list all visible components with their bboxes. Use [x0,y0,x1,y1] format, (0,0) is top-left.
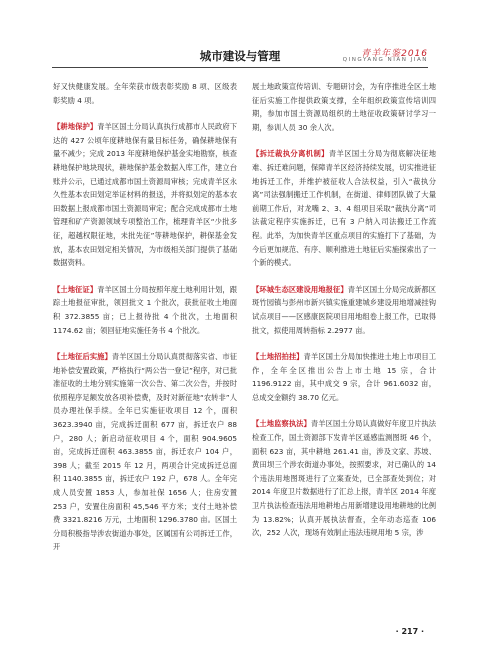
right-column [252,80,436,553]
section-tag: 【土地招拍挂】 [252,352,304,362]
paragraph-text: 青羊区国土分局加快推进土地上市项目工作，全年全区推出公告上市土地 15 宗，合计 1196.9122 亩，其中成交 9 宗，合计 961.6032 亩，总成交金额约 38.70 亿元。 [252,352,437,402]
paragraph-text: 青羊区国土分局完成新都区斑竹园镇与彭州市新兴镇实施重建城乡建设用地增减挂钩试点项目——区感康医院项目用地组卷上报工作，已取得批文，拟使用周转指标 2.2977 亩。 [252,284,437,335]
section-tag: 【耕地保护】 [53,122,98,132]
section-tag: 【环城生态区建设用地报征】 [252,284,348,294]
paragraph-text: 青羊区国土分局认真贯彻落实省、市征地补偿安置政策，严格执行“两公告一登记”程序，对已批准征收的土地分别实施第一次公告、第二次公告，并按时依照程序足额发放各项补偿费，及时对新征地“农转非”人员办理社保手续。全年已实施征收项目 12 个，面积 3623.3940 亩，完成拆迁面积 677 亩，拆迁农户 88 户，280 人；新启动征收项目 4 个，面积 904.9605 亩，完成拆迁面积 463.3855 亩，拆迁农户 104 户，398 人；截至 2015 年 12 月，两项合计完成拆迁总面积 1140.3855 亩，拆迁农户 192 户，678 人。全年完成人员安置 1853 人，参加社保 1656 人；住房安置 253 户，安置住房面积 45,546 平方米；支付土地补偿费 3321.8216 万元，土地面积 1296.3780 亩。区国土分局积极指导涉农街道办事处，区属国有公司拆迁工作，开 [53,352,238,552]
header-rule [52,67,428,68]
section-tag: 【土地征后实施】 [53,352,112,362]
paragraph-text: 青羊区国土分局按照年度土地利用计划，跟踪土地报征审批，领回批文 1 个批次，获批征收土地面积 372.3855 亩；已上报待批 4 个批次，土地面积 1174.62 亩；领回征地实施任务书 4 个批次。 [53,284,238,335]
left-column [53,80,237,567]
paragraph [252,147,436,269]
yearbook-pinyin: QINGYANG NIAN JIAN [342,57,428,63]
paragraph-text: 青羊区国土分局认真做好年度卫片执法检查工作，国土资源部下发青羊区遥感监测图斑 46 个，面积 623 亩，其中耕地 261.41 亩，涉及文家、苏坡、黄田坝三个涉农街道办事处，按照要求，对已确认的 14 个违法用地图斑进行了立案查处，已全部查处到位；对 2014 年度卫片数据进行了汇总上报，青羊区 2014 年度卫片执法检查违法用地耕地占用新增建设用地耕地的比例为 13.82%；认真开展执法督查，全年动态巡查 106 次，252 人次，现场有效制止违法违规用地 5 宗，涉 [252,419,437,538]
paragraph [252,350,436,404]
paragraph-text: 青羊区国土分局认真执行成都市人民政府下达的 427 公顷年度耕地保有量目标任务，确保耕地保有量不减少；完成 2013 年度耕地保护基金实地勘察，核查耕地保护地块现状，耕地保护基金数据入库工作，建立台账并公示，已通过成都市国土资源局审核；完成青羊区永久性基本农田划定举证材料的报送，并将拟划定的基本农田数据上报成都市国土资源局审定；配合完成成都市土地管理和矿产资源领域专项整治工作，梳理青羊区“少批多征，超越权限征地，未批先征”等耕地保护，耕保基金发放，基本农田划定相关情况，为市级相关部门提供了基础数据资料。 [53,122,238,268]
paragraph-text: 好又快健康发展。全年荣获市级表彰奖励 8 项、区级表彰奖励 4 项。 [53,82,237,105]
paragraph [252,283,436,337]
paragraph-text: 展土地政策宣传培训、专题研讨会，为有序推进全区土地征后实施工作提供政策支撑，全年组织政策宣传培训四期，参加市国土资源局组织的土地征收政策研讨学习一期，参训人员 30 余人次。 [252,82,436,132]
section-tag: 【土地征证】 [53,284,98,294]
paragraph [252,80,436,134]
paragraph [53,120,237,270]
yearbook-label: 青羊年鉴2016 [361,49,428,59]
section-tag: 【拆迁裁执分离机制】 [252,149,329,159]
running-header-title: 城市建设与管理 [199,49,281,63]
paragraph [53,350,237,554]
paragraph [53,283,237,337]
paragraph-text: 青羊区国土分局为彻底解决征地难、拆迁难问题，保障青羊区经济持续发展，切实推进征地拆迁工作，并维护被征收人合法权益，引入“裁执分离”司法强制搬迁工作机制，在街道、律师团队做了大量前期工作后，对龙嘴 2、3、4 组项目采取“裁执分离”司法裁定程序实施拆迁，已有 3 户纳入司法搬迁工作流程。此举，为加快青羊区重点项目的实施打下了基础，为今后更加规范、有序、顺利推进土地征后实施探索出了一个新的模式。 [252,149,436,268]
paragraph [252,417,436,539]
page-number: · 217 · [395,627,424,636]
section-tag: 【土地监察执法】 [252,419,311,429]
paragraph [53,80,237,107]
